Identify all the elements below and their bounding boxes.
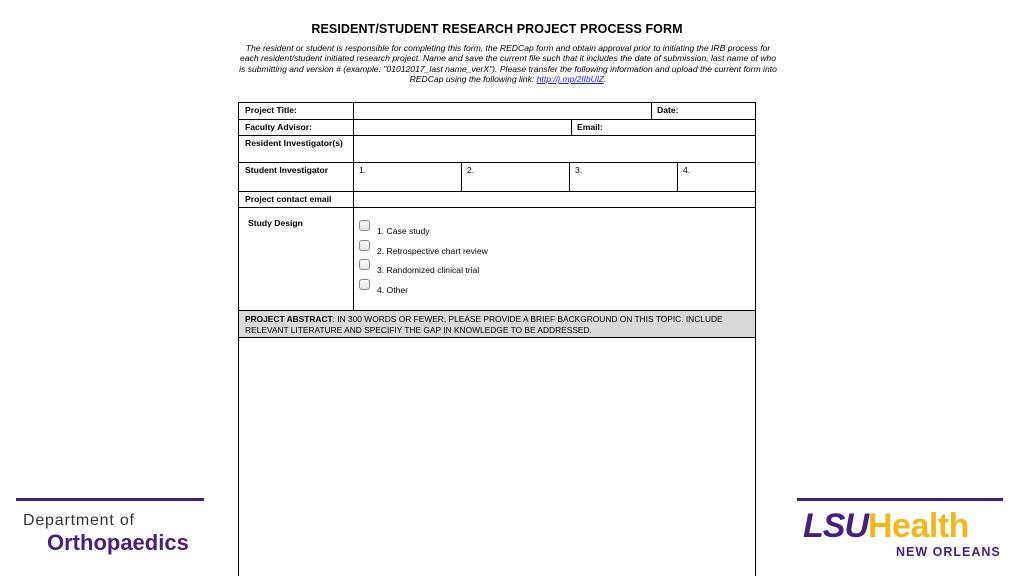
project-contact-email-label: Project contact email [245,194,332,204]
checkbox-other[interactable] [359,279,370,290]
logo-subtitle: NEW ORLEANS [896,545,1001,559]
resident-investigators-label: Resident Investigator(s) [245,138,343,148]
research-form-table [238,102,756,576]
department-label: Department of [23,512,135,529]
row-study-design [239,208,755,310]
row-faculty-advisor [239,120,755,136]
student-slot-2[interactable]: 2. [467,165,475,175]
department-name: Orthopaedics [47,530,189,555]
redcap-link[interactable]: http://j.mp/2lIbUlZ [536,74,604,85]
project-abstract-field[interactable] [239,339,755,576]
department-divider [16,498,204,501]
date-label: Date: [657,105,679,115]
abstract-label: PROJECT ABSTRACT [245,314,333,324]
option-label: 1. Case study [377,226,430,236]
form-instructions [236,43,780,85]
checkbox-retrospective[interactable] [359,240,370,251]
option-label: 3. Randomized clinical trial [377,265,480,275]
checkbox-rct[interactable] [359,259,370,270]
student-slot-4[interactable]: 4. [683,165,691,175]
instructions-end: . [604,74,607,85]
lsu-health-logo [803,507,969,546]
abstract-instructions: : IN 300 WORDS OR FEWER, PLEASE PROVIDE A BRIEF BACKGROUND ON THIS TOPIC. INCLUDE RELEVANT LITERATURE AND SPECIFIY THE GAP IN KNOWLEDGE TO BE ADDRESSED. [245,314,723,335]
option-label: 2. Retrospective chart review [377,246,488,256]
form-title: RESIDENT/STUDENT RESEARCH PROJECT PROCESS FORM [311,22,683,36]
logo-divider [797,498,1003,501]
logo-health: Health [868,507,969,545]
study-design-label: Study Design [248,218,303,228]
project-abstract-header [239,310,755,338]
row-resident-investigators [239,136,755,163]
row-project-contact-email [239,192,755,208]
resident-investigators-field[interactable] [353,136,755,162]
project-contact-email-field[interactable] [353,192,755,207]
project-title-field[interactable] [353,103,651,119]
student-investigator-label: Student Investigator [245,165,329,175]
faculty-advisor-field[interactable] [353,120,571,135]
checkbox-case-study[interactable] [359,220,370,231]
student-slot-1[interactable]: 1. [359,165,367,175]
email-label: Email: [577,122,603,132]
logo-lsu: LSU [803,507,868,545]
student-slot-3[interactable]: 3. [575,165,583,175]
project-title-label: Project Title: [245,105,297,115]
row-student-investigator [239,163,755,192]
instructions-text: The resident or student is responsible for completing this form, the REDCap form and obtain approval prior to initiating the IRB process for each resident/student initiated research project. Name and save the current file such that it includes the date of submission, last name of who is submitting and version # (example: "01012017_last name_verX"). Please transfer the following information and upload the current form into REDCap using the following link: [239,43,777,85]
faculty-advisor-label: Faculty Advisor: [245,122,313,132]
option-label: 4. Other [377,285,409,295]
row-project-title [239,103,755,120]
